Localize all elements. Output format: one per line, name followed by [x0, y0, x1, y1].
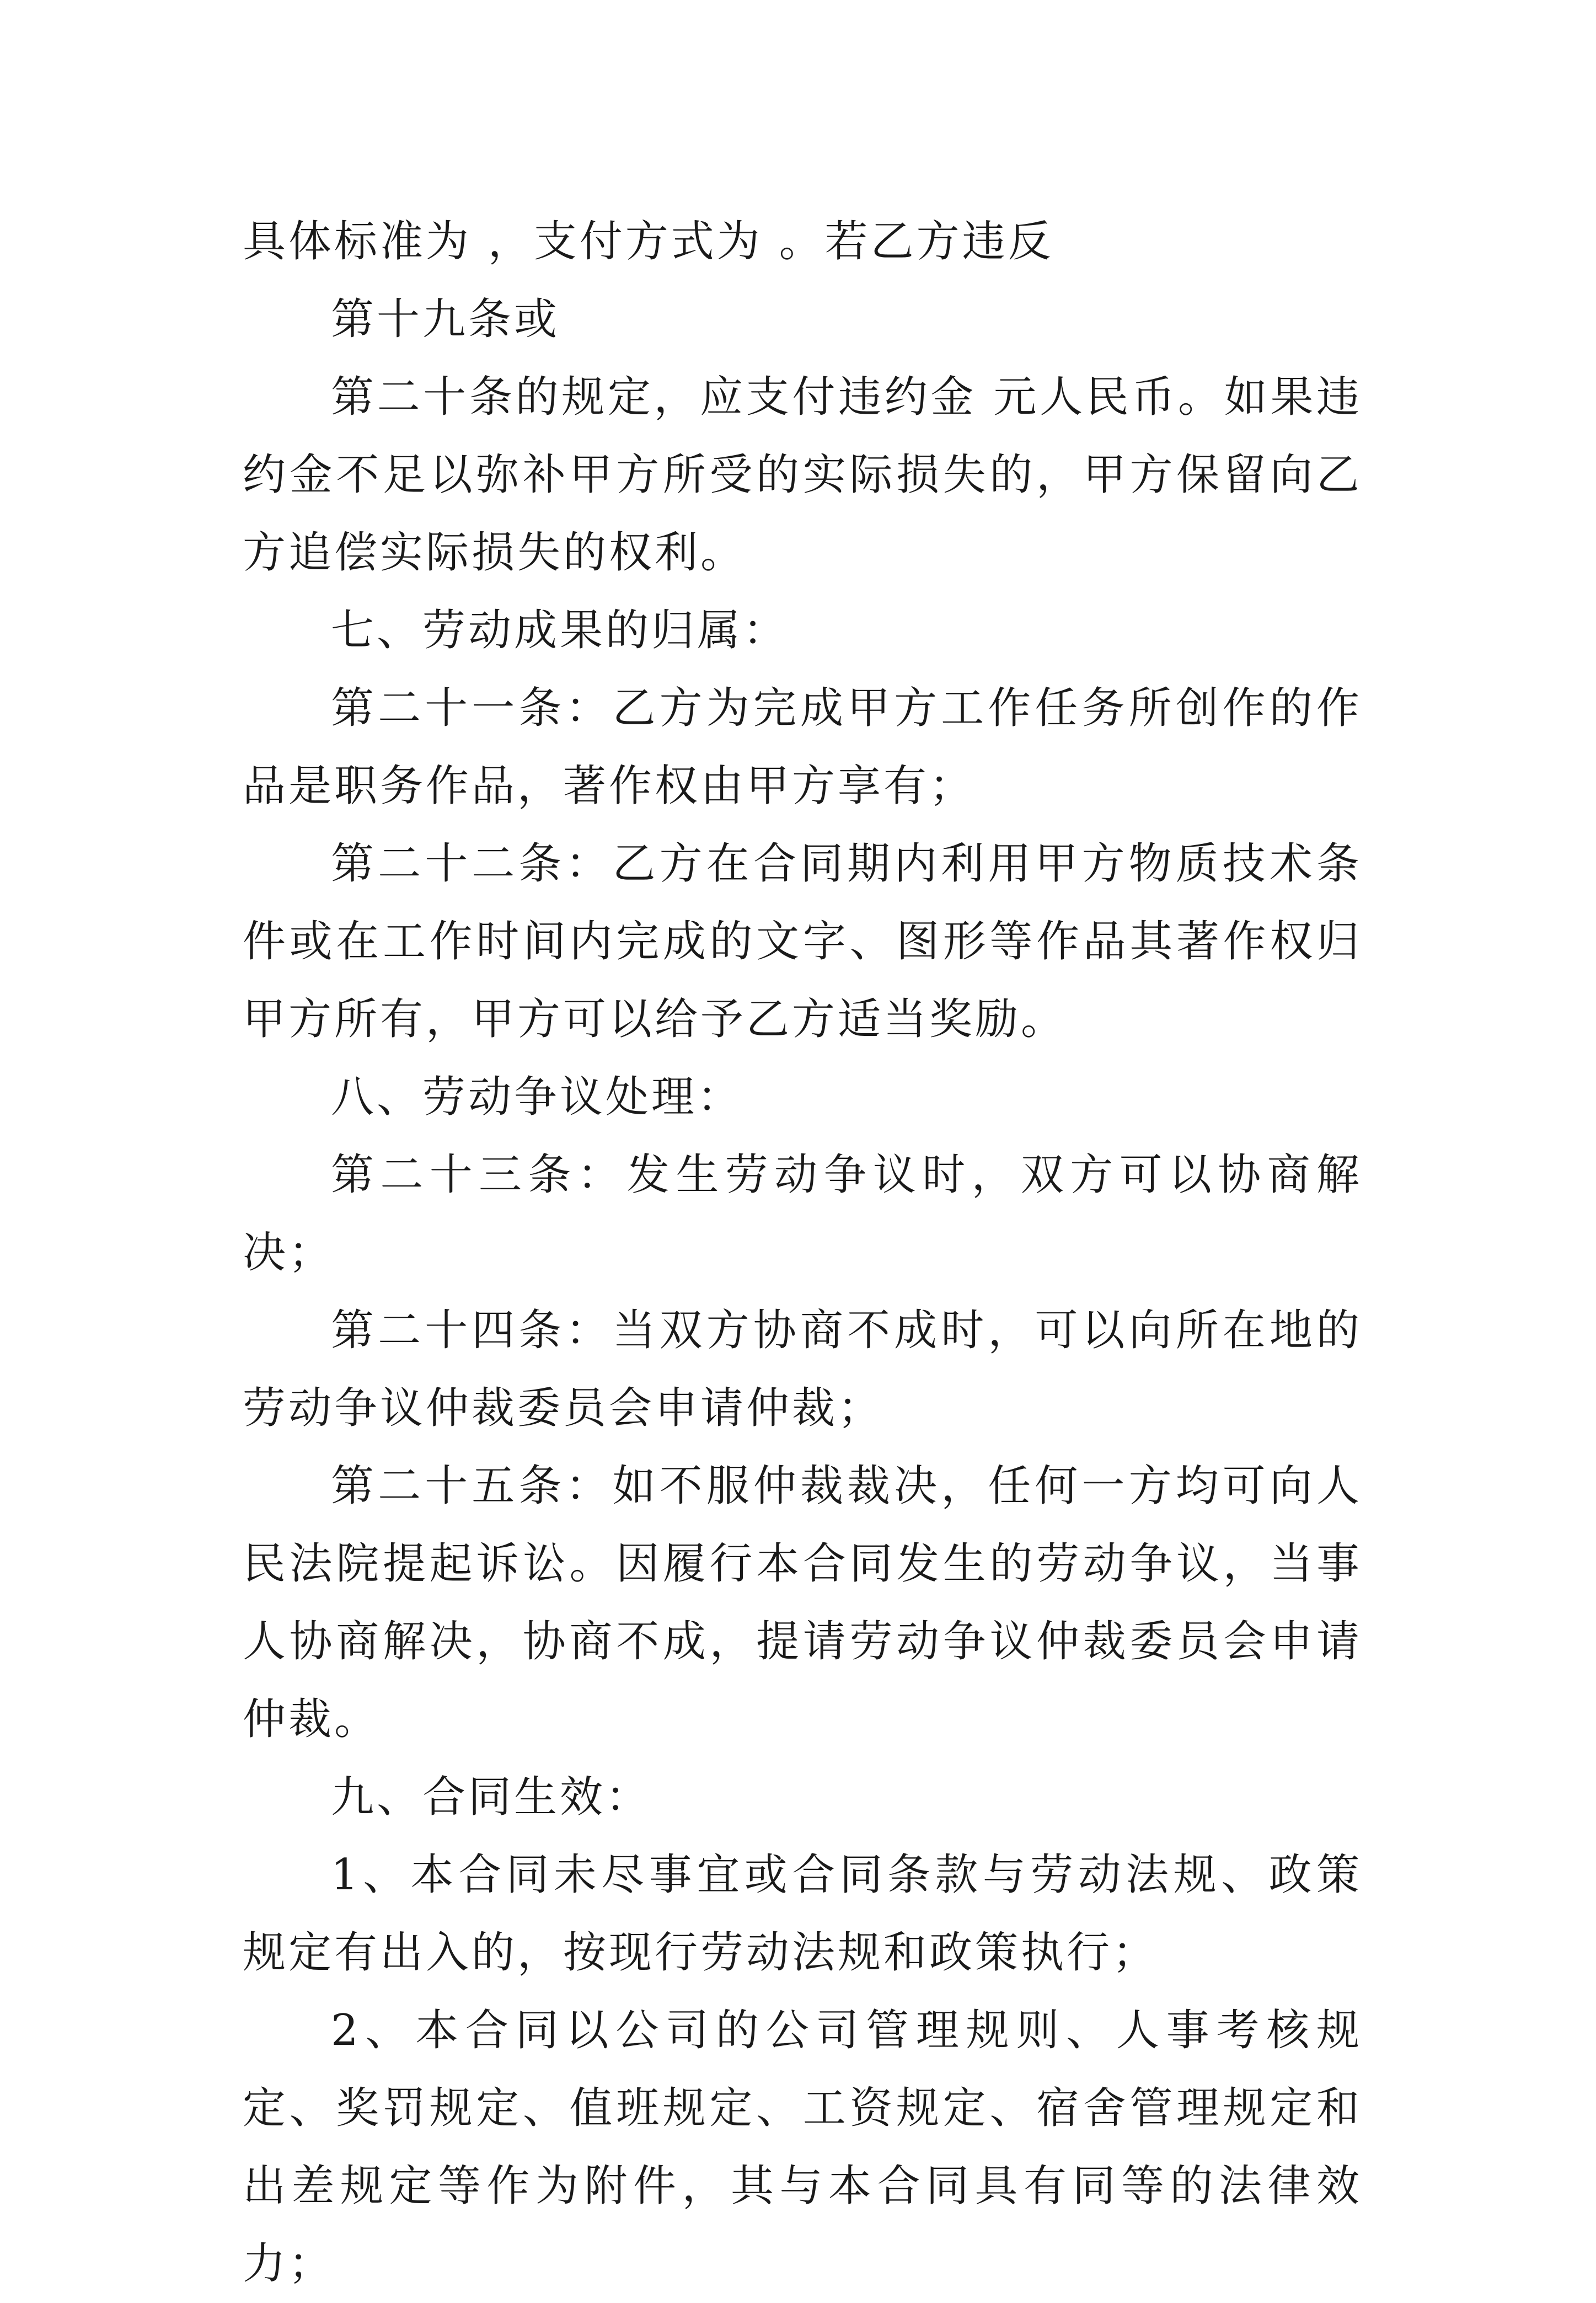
- document-body: [243, 203, 1362, 2303]
- section-heading: 七、劳动成果的归属：: [331, 606, 789, 655]
- paragraph: 第二十三条：发生劳动争议时，双方可以协商解决；: [243, 1150, 1362, 1278]
- paragraph: 具体标准为 ，支付方式为 。若乙方违反: [243, 217, 1054, 266]
- paragraph: 1、本合同未尽事宜或合同条款与劳动法规、政策规定有出入的，按现行劳动法规和政策执行；: [243, 1850, 1362, 1978]
- section-heading: 八、劳动争议处理：: [331, 1072, 743, 1122]
- paragraph: 第二十二条：乙方在合同期内利用甲方物质技术条件或在工作时间内完成的文字、图形等作品其著作权归甲方所有，甲方可以给予乙方适当奖励。: [243, 839, 1362, 1044]
- paragraph: 第十九条或: [331, 295, 560, 344]
- paragraph: 第二十五条：如不服仲裁裁决，任何一方均可向人民法院提起诉讼。因履行本合同发生的劳动争议，当事人协商解决，协商不成，提请劳动争议仲裁委员会申请仲裁。: [243, 1461, 1362, 1744]
- paragraph: 第二十条的规定，应支付违约金 元人民币。如果违约金不足以弥补甲方所受的实际损失的，甲方保留向乙方追偿实际损失的权利。: [243, 372, 1362, 578]
- paragraph: 第二十一条：乙方为完成甲方工作任务所创作的作品是职务作品，著作权由甲方享有；: [243, 683, 1362, 811]
- paragraph: 第二十四条：当双方协商不成时，可以向所在地的劳动争议仲裁委员会申请仲裁；: [243, 1306, 1362, 1433]
- paragraph: 2、本合同以公司的公司管理规则、人事考核规定、奖罚规定、值班规定、工资规定、宿舍管理规定和出差规定等作为附件，其与本合同具有同等的法律效力；: [243, 2006, 1362, 2289]
- section-heading: 九、合同生效：: [331, 1772, 652, 1822]
